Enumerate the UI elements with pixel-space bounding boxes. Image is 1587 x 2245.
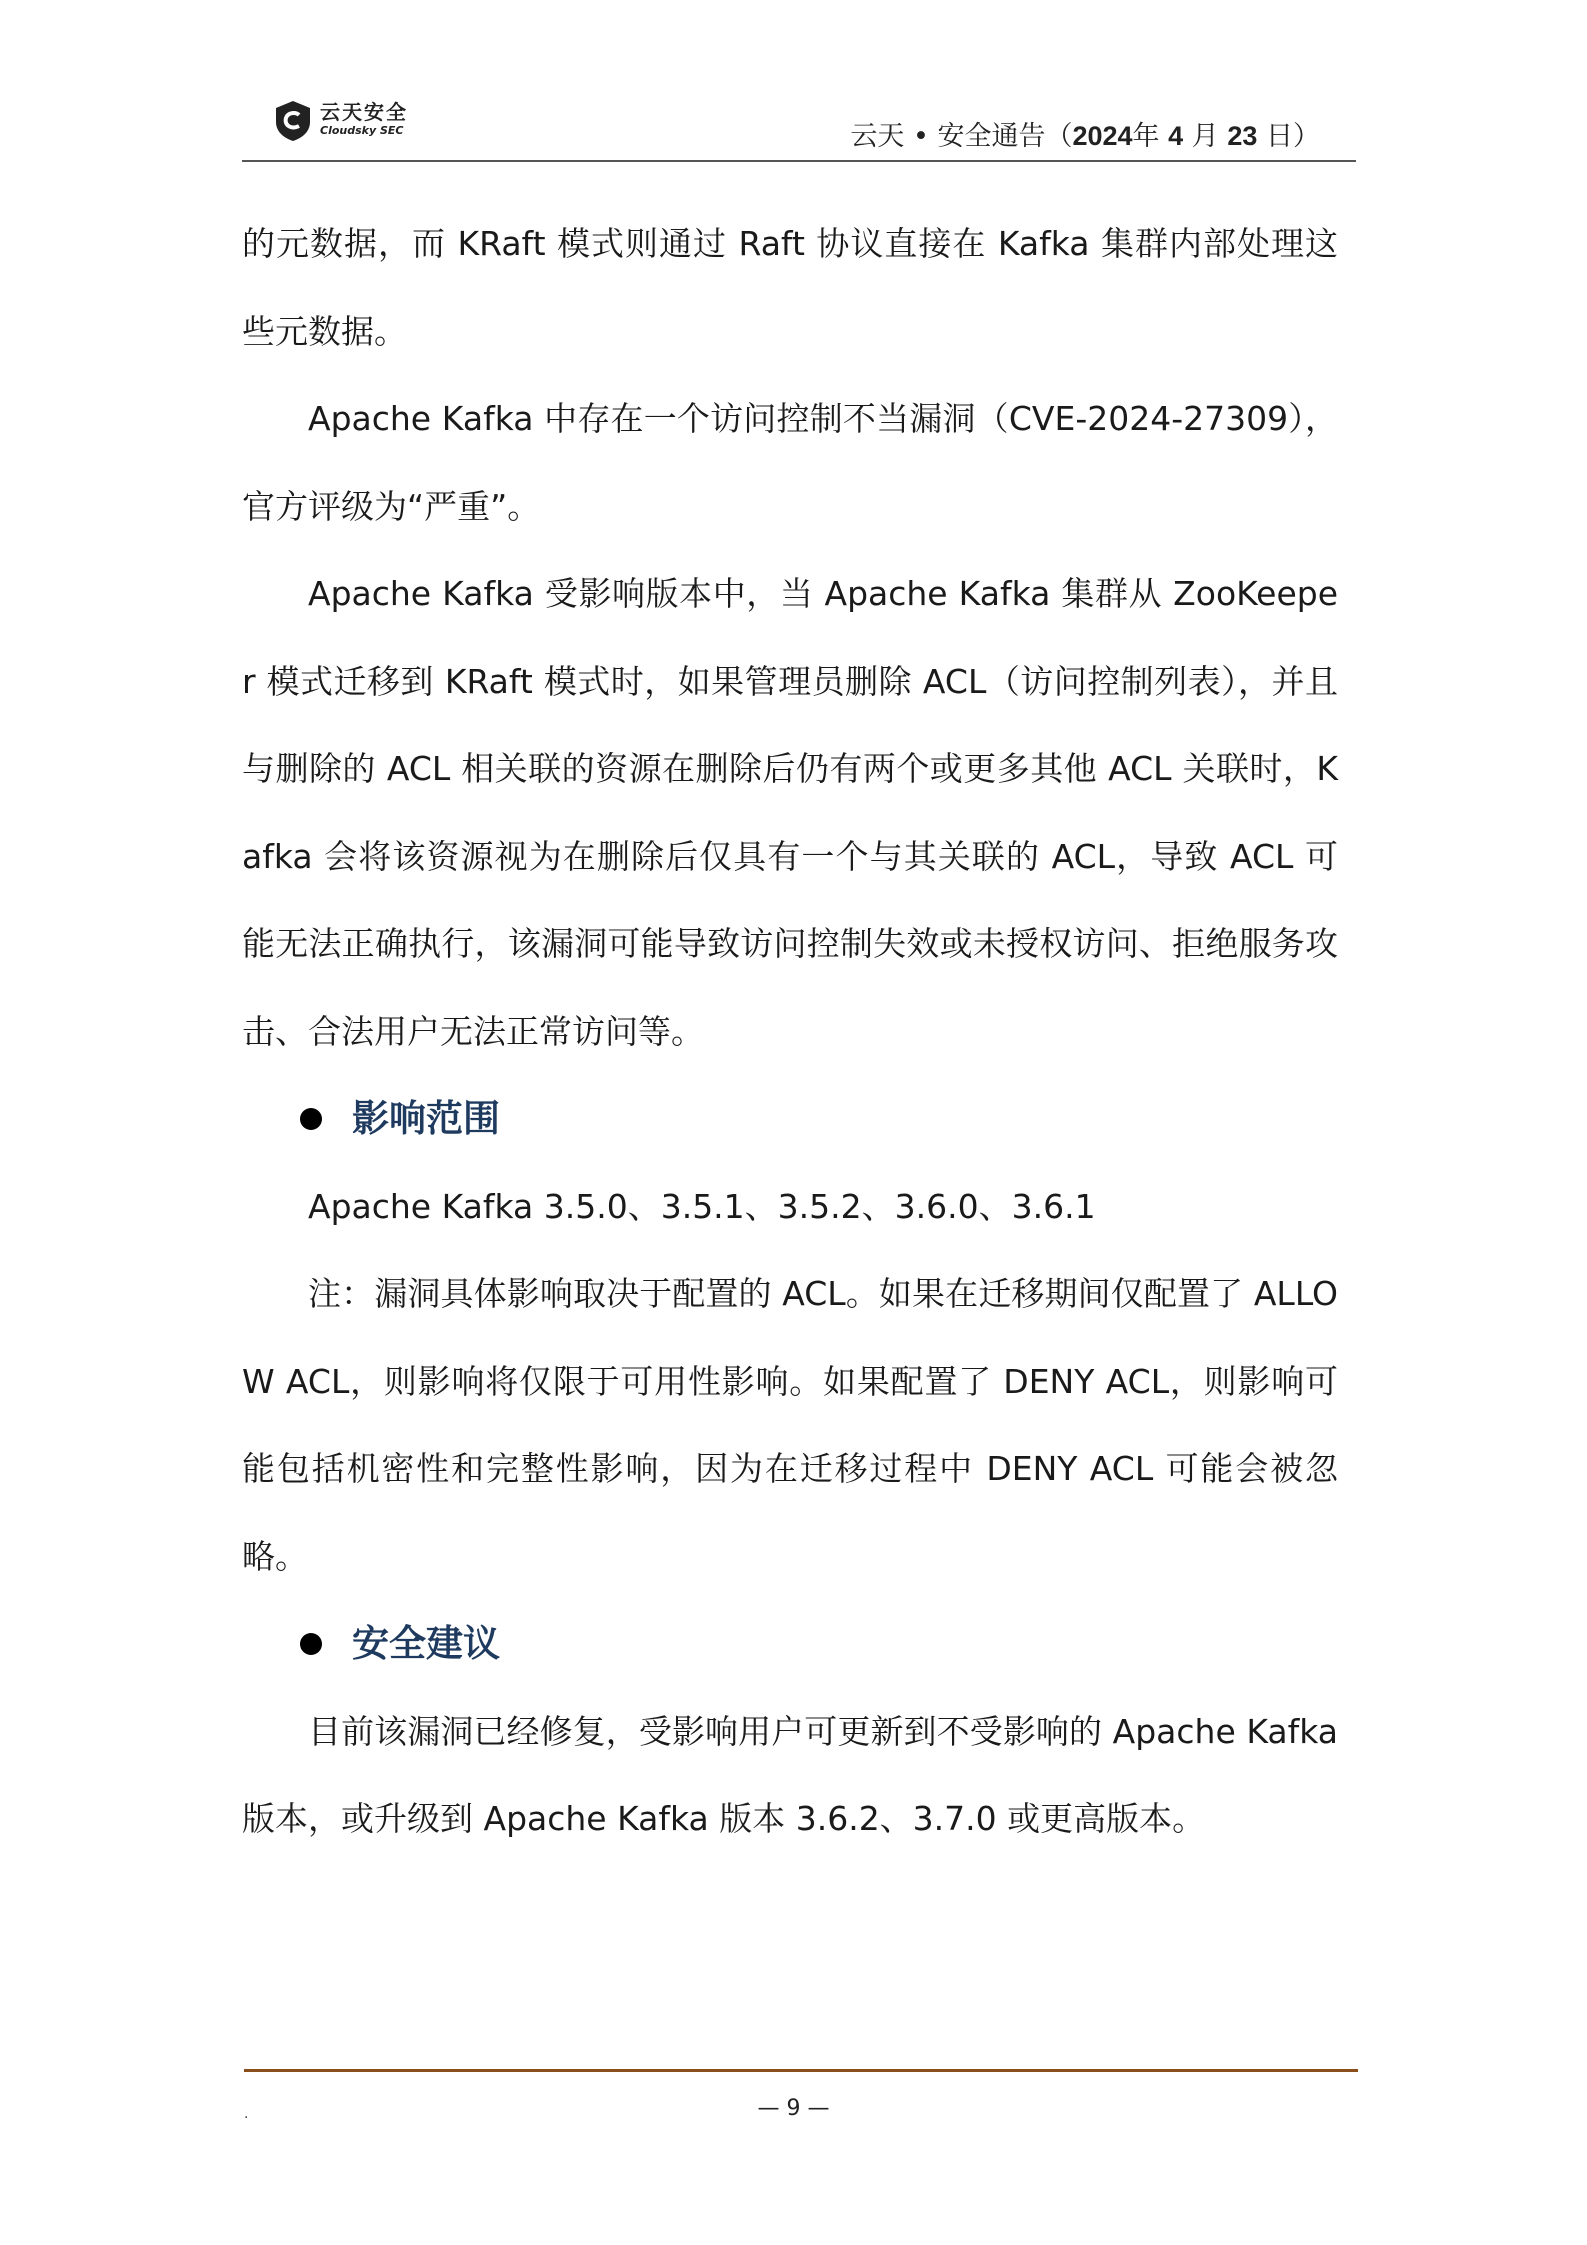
logo-chinese-name: 云天安全 bbox=[320, 100, 408, 124]
header-divider bbox=[242, 160, 1356, 162]
header-title: 云天 • 安全通告（2024年 4 月 23 日） bbox=[850, 121, 1320, 152]
impact-note: 注：漏洞具体影响取决于配置的 ACL。如果在迁移期间仅配置了 ALLOW ACL，则影响将仅限于可用性影响。如果配置了 DENY ACL，则影响可能包括机密性和完整性影响，因为在迁移过程中 DENY ACL 可能会被忽略。 bbox=[242, 1274, 1339, 1576]
bullet-icon bbox=[300, 1633, 322, 1655]
paragraph-vulnerability-intro: Apache Kafka 中存在一个访问控制不当漏洞（CVE-2024-27309），官方评级为“严重”。 bbox=[242, 399, 1338, 526]
security-advice: 目前该漏洞已经修复，受影响用户可更新到不受影响的 Apache Kafka 版本，或升级到 Apache Kafka 版本 3.6.2、3.7.0 或更高版本。 bbox=[242, 1711, 1338, 1838]
bullet-icon bbox=[300, 1108, 322, 1130]
section-title: 安全建议 bbox=[352, 1622, 500, 1665]
document-body bbox=[242, 200, 1338, 1863]
footer-divider bbox=[244, 2069, 1358, 2072]
section-heading-impact bbox=[242, 1075, 1338, 1163]
paragraph-vulnerability-detail: Apache Kafka 受影响版本中，当 Apache Kafka 集群从 ZooKeeper 模式迁移到 KRaft 模式时，如果管理员删除 ACL（访问控制列表），并且与删除的 ACL 相关联的资源在删除后仍有两个或更多其他 ACL 关联时，Kafka 会将该资源视为在删除后仅具有一个与其关联的 ACL，导致 ACL 可能无法正确执行，该漏洞可能导致访问控制失效或未授权访问、拒绝服务攻击、合法用户无法正常访问等。 bbox=[242, 574, 1338, 1051]
section-heading-advice bbox=[242, 1600, 1338, 1688]
logo-english-name: Cloudsky SEC bbox=[320, 124, 404, 137]
cloudsky-logo bbox=[274, 96, 444, 148]
shield-logo-icon bbox=[274, 100, 312, 142]
affected-versions: Apache Kafka 3.5.0、3.5.1、3.5.2、3.6.0、3.6.1 bbox=[308, 1186, 1096, 1226]
section-title: 影响范围 bbox=[352, 1097, 500, 1140]
paragraph-metadata: 的元数据，而 KRaft 模式则通过 Raft 协议直接在 Kafka 集群内部处理这些元数据。 bbox=[242, 224, 1338, 351]
page-header bbox=[242, 92, 1356, 162]
page-number: — 9 — bbox=[757, 2096, 830, 2121]
footer-dot: . bbox=[244, 2106, 249, 2122]
